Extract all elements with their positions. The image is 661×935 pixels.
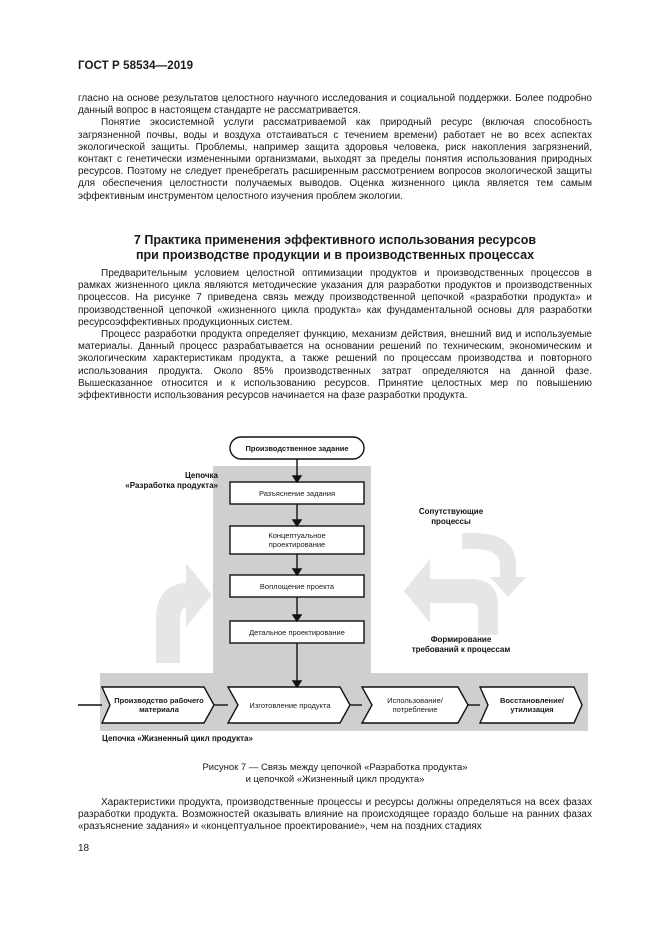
figure-caption-line: Рисунок 7 — Связь между цепочкой «Разработка продукта» bbox=[202, 762, 468, 773]
requirements-label bbox=[396, 635, 526, 655]
chain-dev-label bbox=[100, 471, 218, 491]
section-heading bbox=[78, 233, 592, 263]
figure-caption bbox=[78, 762, 592, 786]
section-heading-line: 7 Практика применения эффективного использования ресурсов bbox=[133, 233, 537, 247]
paragraph: Характеристики продукта, производственные процессы и ресурсы должны определяться на всех фазах разработки продукта. Возможностей оказывать влияние на происходящее гораздо больше на ранних фазах «разъяснение задания» и «концептуальное проектирование», чем на поздних стадиях bbox=[78, 797, 592, 833]
page-number: 18 bbox=[78, 843, 90, 854]
chain-dev-label-line: Цепочка bbox=[184, 471, 218, 480]
requirements-label-line: Формирование bbox=[430, 635, 492, 644]
life-step-manufacturing: Изготовление продукта bbox=[249, 700, 331, 710]
dev-step-detailed: Детальное проектирование bbox=[249, 627, 345, 637]
life-step-usage: Использование/ потребление bbox=[387, 696, 443, 714]
text-block-top bbox=[78, 93, 592, 203]
text-block-mid bbox=[78, 268, 592, 402]
right-curved-arrow bbox=[404, 559, 498, 635]
chain-life-label: Цепочка «Жизненный цикл продукта» bbox=[102, 734, 253, 743]
text-block-bottom bbox=[78, 797, 592, 834]
top-box-production-task: Производственное задание bbox=[245, 443, 349, 453]
paragraph: Предварительным условием целостной оптимизации продуктов и производственных процессов в рамках жизненного цикла являются методические указания для разработки продуктов и производственных процессов. На рисунке 7 приведена связь между производственной цепочкой «разработки продукта» и производственной цепочкой «жизненного цикла продукта» как фундаментальной основы для разработки ресурсоэффективных продукционных систем. bbox=[78, 268, 592, 328]
paragraph: Процесс разработки продукта определяет функцию, механизм действия, внешний вид и используемые материалы. Данный процесс разрабатывается на основании решений по техническим, экономическим и экологическим характеристикам продукта, а также решений по процессам производства и повторного использования продукта. Около 85% производственных затрат определяются на данной фазе. Вышесказанное относится и к использованию ресурсов. Принятие целостных мер по повышению эффективности использования ресурсов начинается на фазе разработки продукта. bbox=[78, 329, 592, 402]
side-processes-label bbox=[396, 507, 506, 527]
dev-step-clarification: Разъяснение задания bbox=[258, 488, 336, 498]
dev-step-conceptual: Концептуальное проектирование bbox=[268, 531, 326, 549]
side-processes-label-line: Сопутствующие bbox=[418, 507, 484, 516]
side-processes-label-line: процессы bbox=[431, 517, 471, 526]
paragraph: гласно на основе результатов целостного научного исследования и социальной поддержки. Более подробно данный вопрос в настоящем стандарте не рассматривается. bbox=[78, 93, 592, 117]
life-step-material: Производство рабочего материала bbox=[114, 696, 204, 714]
dev-step-embodiment: Воплощение проекта bbox=[259, 581, 335, 591]
left-curved-arrow bbox=[156, 563, 212, 663]
section-heading-line: при производстве продукции и в производственных процессах bbox=[135, 248, 535, 262]
figure-diagram bbox=[78, 425, 592, 745]
document-header-id: ГОСТ Р 58534—2019 bbox=[78, 60, 194, 72]
figure-caption-line: и цепочкой «Жизненный цикл продукта» bbox=[245, 774, 425, 785]
requirements-label-line: требований к процессам bbox=[411, 645, 511, 654]
chain-dev-label-line: «Разработка продукта» bbox=[125, 481, 218, 490]
paragraph: Понятие экосистемной услуги рассматриваемой как природный ресурс (включая способность загрязненной почвы, воды и воздуха отстаиваться с течением времени) работает не во всех аспектах экологической защиты. Проблемы, например защита здоровья человека, риск накопления загрязнений, контакт с генетически измененными организмами, выходят за пределы понятия использования природных ресурсов. Поэтому не следует пренебрегать расширенным рассмотрением вопросов экологической защиты для обеспечения целостности получаемых выводов. Оценка жизненного цикла является тем самым эффективным инструментом целостного изучения проблем экологии. bbox=[78, 117, 592, 202]
life-step-recovery: Восстановление/ утилизация bbox=[500, 696, 564, 714]
